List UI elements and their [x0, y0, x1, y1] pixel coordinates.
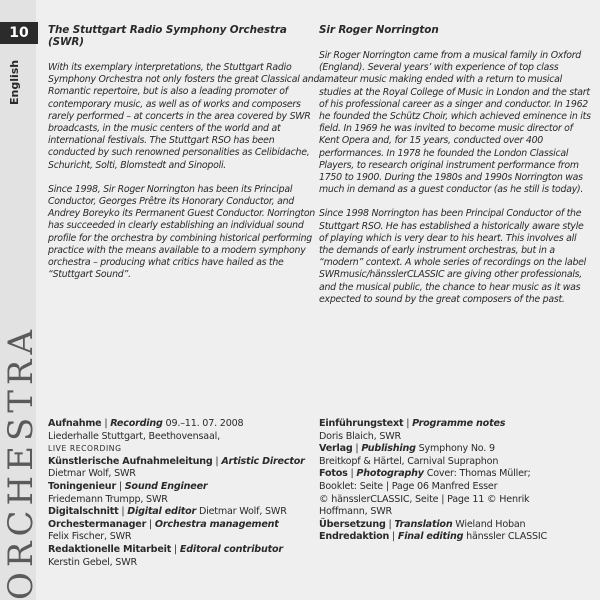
credit-sound-engineer-name: Friedemann Trumpp, SWR — [48, 493, 168, 505]
credit-artistic-director-name: Dietmar Wolf, SWR — [48, 468, 136, 480]
conductor-bio-column — [319, 24, 591, 318]
page-number: 10 — [0, 22, 38, 44]
conductor-heading: Sir Roger Norrington — [319, 24, 439, 36]
conductor-paragraph-2: Since 1998 Norrington has been Principal Conductor of the Stuttgart RSO. He has established a historically aware style of playing which is very dear to his heart. This involves all the demands of early instrument orchestras, but in a “modern” context. A whole series of recordings on the label SWRmusic/hänsslerCLASSIC are giving other professionals, and the musical public, the chance to hear music as it was expected to sound by the great composers of the past. — [319, 208, 587, 305]
orchestra-paragraph-2: Since 1998, Sir Roger Norrington has been its Principal Conductor, Georges Prêtre its Honorary Conductor, and Andrey Boreyko its Permanent Guest Conductor. Norrington has succeeded in clearly establishing an individual sound profile for the orchestra by combining historical performing practice with the means available to a modern symphony orchestra – producing what critics have hailed as the “Stuttgart Sound”. — [48, 183, 316, 281]
credit-publishing-detail: Breitkopf & Härtel, Carnival Supraphon — [319, 455, 499, 467]
credit-programme-notes: Einführungstext | Programme notes — [319, 418, 506, 429]
credit-artistic-director: Künstlerische Aufnahmeleitung | Artistic Director — [48, 455, 305, 467]
conductor-paragraph-1: Sir Roger Norrington came from a musical family in Oxford (England). Several years’ with experience of top class amateur music making ended with a return to musical studies at the Royal College of Music in London and the start of his professional career as a singer and conductor. In 1962 he founded the Schütz Choir, which achieved eminence in its field. In 1969 he was invited to become music director of Kent Opera and, for 15 years, conducted over 400 performances. In 1978 he founded the London Classical Players, to research original instrument performance from 1750 to 1900. During the 1980s and 1990s Norrington was much in demand as a guest conductor (as he still is today). — [319, 50, 591, 196]
credit-editorial-contributor: Redaktionelle Mitarbeit | Editoral contributor — [48, 543, 283, 555]
credits-right — [319, 418, 591, 544]
orchestra-paragraph-1: With its exemplary interpretations, the Stuttgart Radio Symphony Orchestra not only fosters the great Classical and Romantic repertoire, but is also a leading promoter of contemporary music, as well as of works and composers rarely performed – at concerts in the area covered by SWR broadcasts, in the music centers of the world and at international festivals. The Stuttgart RSO has been conducted by such renowned personalities as Celibidache, Schuricht, Solti, Blomstedt and Sinopoli. — [48, 62, 320, 171]
credit-venue: Liederhalle Stuttgart, Beethovensaal, — [48, 430, 220, 442]
credit-final-editing: Endredaktion | Final editing hänssler CLASSIC — [319, 531, 548, 543]
credit-sound-engineer: Toningenieur | Sound Engineer — [48, 480, 208, 492]
credit-photography-name: Hoffmann, SWR — [319, 506, 392, 518]
credit-orchestra-management-name: Felix Fischer, SWR — [48, 531, 132, 543]
credit-programme-notes-name: Doris Blaich, SWR — [319, 430, 402, 442]
credit-photography: Fotos | Photography Cover: Thomas Müller; — [319, 468, 531, 480]
credit-digital-editor: Digitalschnitt | Digital editor Dietmar Wolf, SWR — [48, 506, 287, 518]
orchestra-heading: The Stuttgart Radio Symphony Orchestra (SWR) — [48, 24, 287, 48]
credits-left — [48, 418, 320, 569]
orchestra-bio-column — [48, 24, 320, 293]
credit-translation: Übersetzung | Translation Wieland Hoban — [319, 518, 526, 530]
credit-photography-booklet: Booklet: Seite | Page 06 Manfred Esser — [319, 480, 498, 492]
credit-photography-copyright: © hänsslerCLASSIC, Seite | Page 11 © Henrik — [319, 493, 530, 505]
credit-editorial-contributor-name: Kerstin Gebel, SWR — [48, 556, 137, 568]
credit-live-recording: LIVE RECORDING — [48, 444, 122, 454]
credit-recording: Aufnahme | Recording 09.–11. 07. 2008 — [48, 418, 244, 429]
credit-orchestra-management: Orchestermanager | Orchestra management — [48, 518, 279, 530]
credit-publishing: Verlag | Publishing Symphony No. 9 — [319, 443, 495, 455]
language-label: English — [8, 59, 21, 105]
section-word: ORCHESTRA — [1, 324, 41, 600]
